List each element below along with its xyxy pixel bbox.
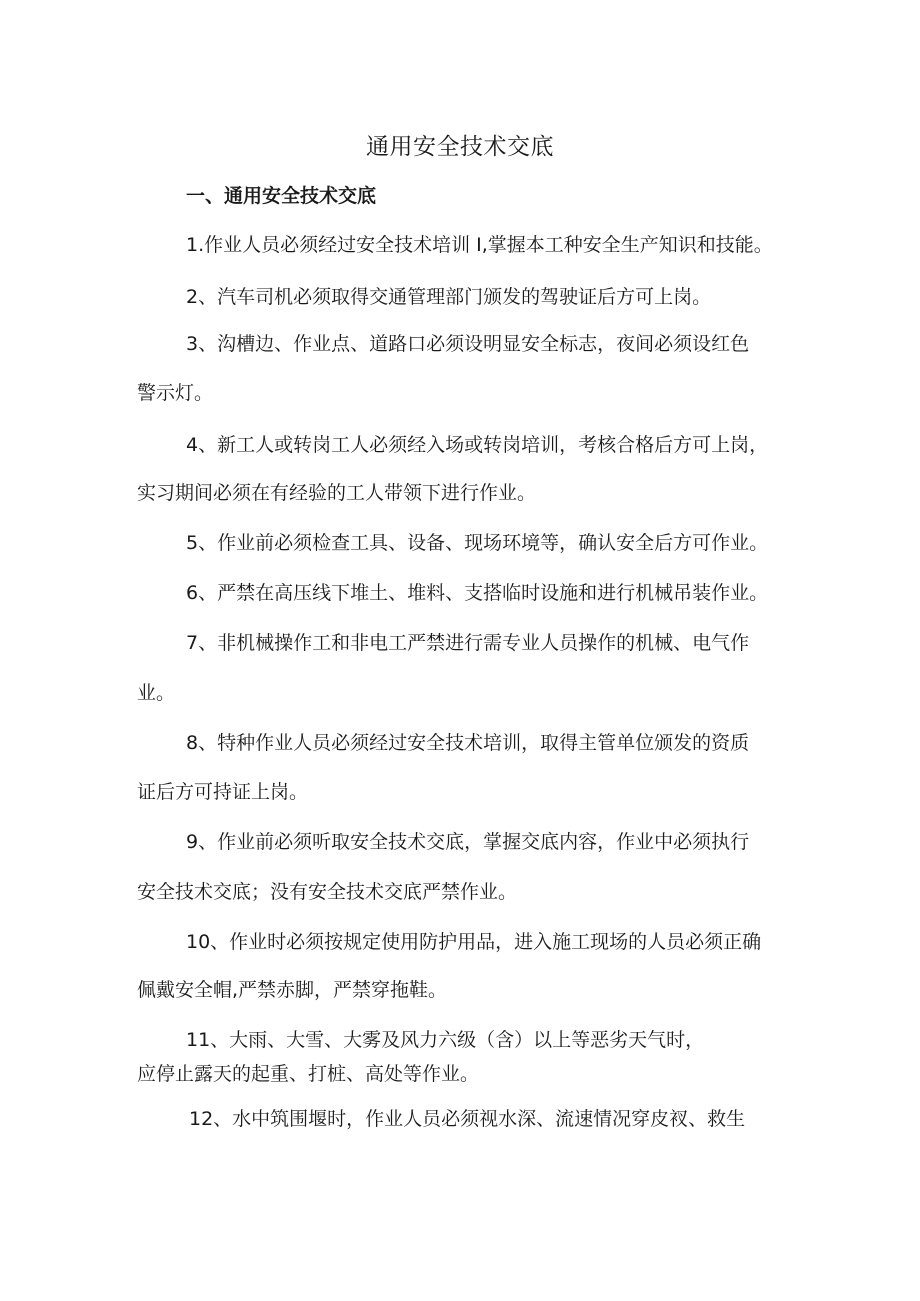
item-8-line-1: 8、特种作业人员必须经过安全技术培训，取得主管单位颁发的资质	[186, 732, 750, 754]
item-10-line-2: 佩戴安全帽,严禁赤脚，严禁穿拖鞋。	[137, 979, 448, 1001]
item-5-line-1: 5、作业前必须检查工具、设备、现场环境等，确认安全后方可作业。	[186, 532, 769, 554]
item-2-line-1: 2、汽车司机必须取得交通管理部门颁发的驾驶证后方可上岗。	[186, 286, 712, 308]
item-3-line-1: 3、沟槽边、作业点、道路口必须设明显安全标志，夜间必须设红色	[186, 333, 750, 355]
section-heading: 一、通用安全技术交底	[186, 185, 377, 207]
item-10-line-1: 10、作业时必须按规定使用防护用品，进入施工现场的人员必须正确	[186, 931, 762, 953]
item-4-line-2: 实习期间必须在有经验的工人带领下进行作业。	[137, 482, 537, 504]
item-9-line-2: 安全技术交底；没有安全技术交底严禁作业。	[137, 881, 518, 903]
item-11-line-1: 11、大雨、大雪、大雾及风力六级（含）以上等恶劣天气时，	[186, 1029, 705, 1051]
item-11-line-2: 应停止露天的起重、打桩、高处等作业。	[137, 1063, 480, 1085]
item-9-line-1: 9、作业前必须听取安全技术交底，掌握交底内容，作业中必须执行	[186, 831, 750, 853]
item-7-line-2: 业。	[137, 682, 176, 704]
item-3-line-2: 警示灯。	[137, 382, 214, 404]
item-6-line-1: 6、严禁在高压线下堆土、堆料、支搭临时设施和进行机械吊装作业。	[186, 582, 769, 604]
page-title: 通用安全技术交底	[366, 134, 554, 160]
item-8-line-2: 证后方可持证上岗。	[137, 781, 309, 803]
item-1-line-1: 1.作业人员必须经过安全技术培训 I,掌握本工种安全生产知识和技能。	[186, 234, 773, 256]
item-7-line-1: 7、非机械操作工和非电工严禁进行需专业人员操作的机械、电气作	[186, 632, 750, 654]
item-12-line-1: 12、水中筑围堰时，作业人员必须视水深、流速情况穿皮衩、救生	[189, 1108, 746, 1130]
item-4-line-1: 4、新工人或转岗工人必须经入场或转岗培训，考核合格后方可上岗，	[186, 434, 769, 456]
